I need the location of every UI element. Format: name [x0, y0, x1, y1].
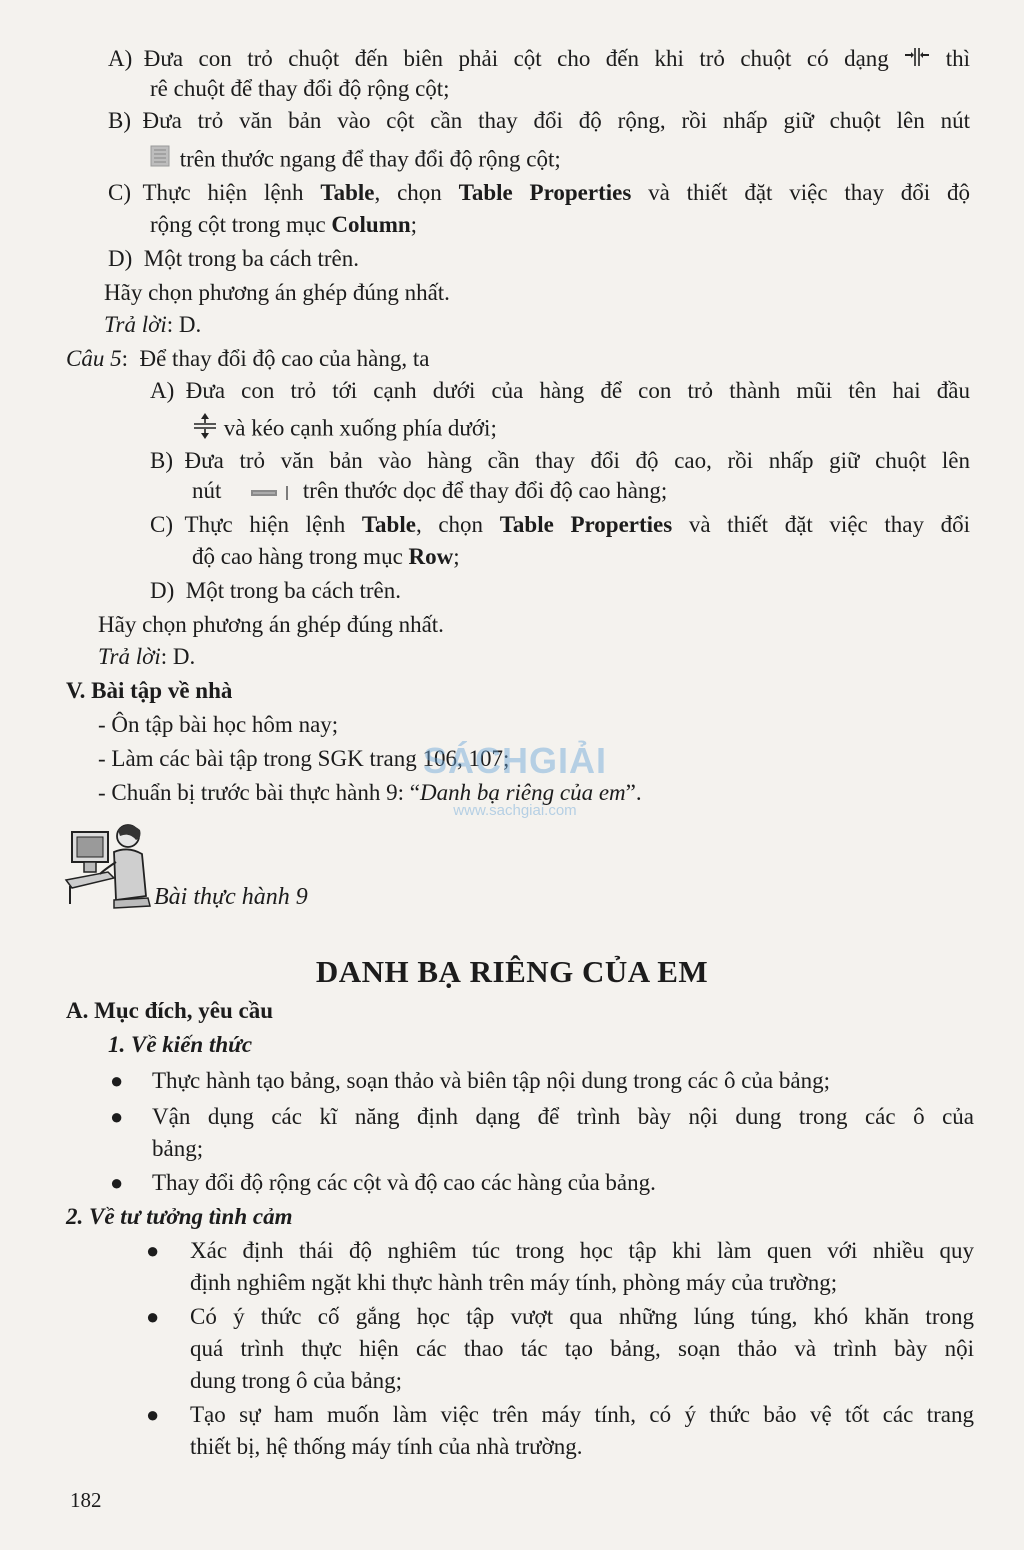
section-a-heading: A. Mục đích, yêu cầu [66, 998, 273, 1023]
q5-option-b-line2 [192, 476, 667, 508]
q4-option-c-column: Column [331, 212, 411, 237]
q5-answer [98, 642, 195, 672]
q5-prompt [66, 344, 429, 374]
q5-answer-value: : D. [160, 644, 196, 669]
attitude-item-1-line1: Xác định thái độ nghiêm túc trong học tập khi làm quen với nhiều quy [190, 1238, 974, 1263]
student-computer-icon [64, 818, 154, 910]
q5-option-a-text-2: và kéo cạnh xuống phía dưới; [223, 415, 497, 441]
q5-instruction: Hãy chọn phương án ghép đúng nhất. [98, 612, 444, 637]
q4-option-b-line1: B) Đưa trỏ văn bản vào cột cần thay đổi độ rộng, rồi nhấp giữ chuột lên nút [108, 108, 970, 133]
q5-option-c-table: Table [361, 512, 416, 537]
q4-option-c-text-b: , chọn [374, 180, 459, 205]
q5-option-c-table-properties: Table Properties [499, 512, 673, 537]
homework-item-1: - Ôn tập bài học hôm nay; [98, 712, 339, 737]
q4-option-a-text-end: thì [945, 46, 970, 71]
q5-option-d: D) Một trong ba cách trên. [150, 578, 402, 603]
watermark-url: www.sachgiai.com [453, 802, 577, 819]
q5-option-c-line1 [150, 510, 970, 540]
q5-option-b-line1: B) Đưa trỏ văn bản vào hàng cần thay đổi độ cao, rồi nhấp giữ chuột lên [150, 448, 970, 473]
q4-option-c-line1 [108, 178, 970, 208]
q4-option-b-line2 [148, 144, 561, 178]
knowledge-item-2-line2: bảng; [152, 1136, 204, 1161]
homework-item-3-title: Danh bạ riêng của em [419, 780, 626, 805]
q5-label: Câu 5 [66, 346, 122, 371]
homework-item-2: - Làm các bài tập trong SGK trang 106, 107; [98, 746, 510, 771]
column-resize-cursor-icon [904, 46, 930, 76]
q4-option-a-line2: rê chuột để thay đổi độ rộng cột; [150, 76, 450, 101]
bullet-icon: ● [110, 1068, 124, 1093]
attitude-item-2-line2: quá trình thực hiện các thao tác tạo bảng, soạn thảo và trình bày nội [190, 1336, 974, 1361]
practice-label: Bài thực hành 9 [154, 884, 308, 910]
homework-item-3-end: ”. [625, 780, 642, 805]
q5-option-a-line1: A) Đưa con trỏ tới cạnh dưới của hàng để con trỏ thành mũi tên hai đầu [150, 378, 970, 403]
q4-option-c-text-c: và thiết đặt việc thay đổi độ [631, 180, 970, 205]
q4-option-b-text-2: trên thước ngang để thay đổi độ rộng cột; [179, 146, 561, 172]
q5-option-c-text-c: và thiết đặt việc thay đổi [672, 512, 970, 537]
watermark-brand: SÁCHGIẢI [422, 740, 607, 781]
q4-option-c-text: C) Thực hiện lệnh [108, 180, 321, 205]
q5-option-b-text-2: trên thước dọc để thay đổi độ cao hàng; [302, 478, 668, 503]
q4-answer-value: : D. [166, 312, 202, 337]
vertical-ruler-marker-icon [249, 478, 291, 508]
q5-option-c-text: C) Thực hiện lệnh [150, 512, 362, 537]
knowledge-item-1: Thực hành tạo bảng, soạn thảo và biên tập nội dung trong các ô của bảng; [152, 1068, 830, 1093]
q5-option-c-line2 [192, 542, 460, 572]
q5-option-b-nut: nút [192, 478, 222, 503]
attitude-item-3-line2: thiết bị, hệ thống máy tính của nhà trường. [190, 1434, 583, 1459]
ruler-marker-icon [148, 144, 174, 178]
q4-answer [104, 310, 201, 340]
attitude-item-2-line3: dung trong ô của bảng; [190, 1368, 403, 1393]
row-resize-cursor-icon [192, 412, 218, 448]
page-number: 182 [70, 1488, 102, 1512]
q5-option-c-text-b: , chọn [415, 512, 500, 537]
subsection-1-heading: 1. Về kiến thức [108, 1032, 253, 1057]
q4-option-c-table: Table [320, 180, 375, 205]
q5-option-c-row: Row [408, 544, 454, 569]
subsection-2-heading: 2. Về tư tưởng tình cảm [66, 1204, 293, 1229]
q5-answer-label: Trả lời [98, 644, 161, 669]
bullet-icon: ● [110, 1104, 124, 1129]
q4-instruction: Hãy chọn phương án ghép đúng nhất. [104, 280, 450, 305]
bullet-icon: ● [146, 1402, 160, 1427]
bullet-icon: ● [146, 1238, 160, 1263]
q4-option-a-text: A) Đưa con trỏ chuột đến biên phải cột cho đến khi trỏ chuột có dạng [108, 46, 889, 71]
q4-option-c-table-properties: Table Properties [458, 180, 632, 205]
q4-option-c-text-e: ; [410, 212, 418, 237]
watermark [410, 728, 620, 828]
q4-option-c-text-d: rộng cột trong mục [150, 212, 332, 237]
q5-option-c-text-d: độ cao hàng trong mục [192, 544, 409, 569]
q4-option-d: D) Một trong ba cách trên. [108, 246, 360, 271]
q4-option-a-line1 [108, 44, 970, 76]
q5-option-a-line2 [192, 412, 497, 448]
homework-item-3-text: - Chuẩn bị trước bài thực hành 9: “ [98, 780, 420, 805]
bullet-icon: ● [146, 1304, 160, 1329]
attitude-item-1-line2: định nghiêm ngặt khi thực hành trên máy tính, phòng máy của trường; [190, 1270, 838, 1295]
knowledge-item-3: Thay đổi độ rộng các cột và độ cao các hàng của bảng. [152, 1170, 656, 1195]
attitude-item-2-line1: Có ý thức cố gắng học tập vượt qua những lúng túng, khó khăn trong [190, 1304, 974, 1329]
q5-option-c-text-e: ; [453, 544, 460, 569]
q5-prompt-text: : Để thay đổi độ cao của hàng, ta [121, 346, 430, 371]
attitude-item-3-line1: Tạo sự ham muốn làm việc trên máy tính, có ý thức bảo vệ tốt các trang [190, 1402, 974, 1427]
bullet-icon: ● [110, 1170, 124, 1195]
practice-title: DANH BẠ RIÊNG CỦA EM [315, 954, 709, 989]
q4-option-c-line2 [150, 210, 417, 240]
q4-answer-label: Trả lời [104, 312, 167, 337]
homework-heading: V. Bài tập về nhà [66, 678, 233, 703]
knowledge-item-2-line1: Vận dụng các kĩ năng định dạng để trình bày nội dung trong các ô của [152, 1104, 974, 1129]
